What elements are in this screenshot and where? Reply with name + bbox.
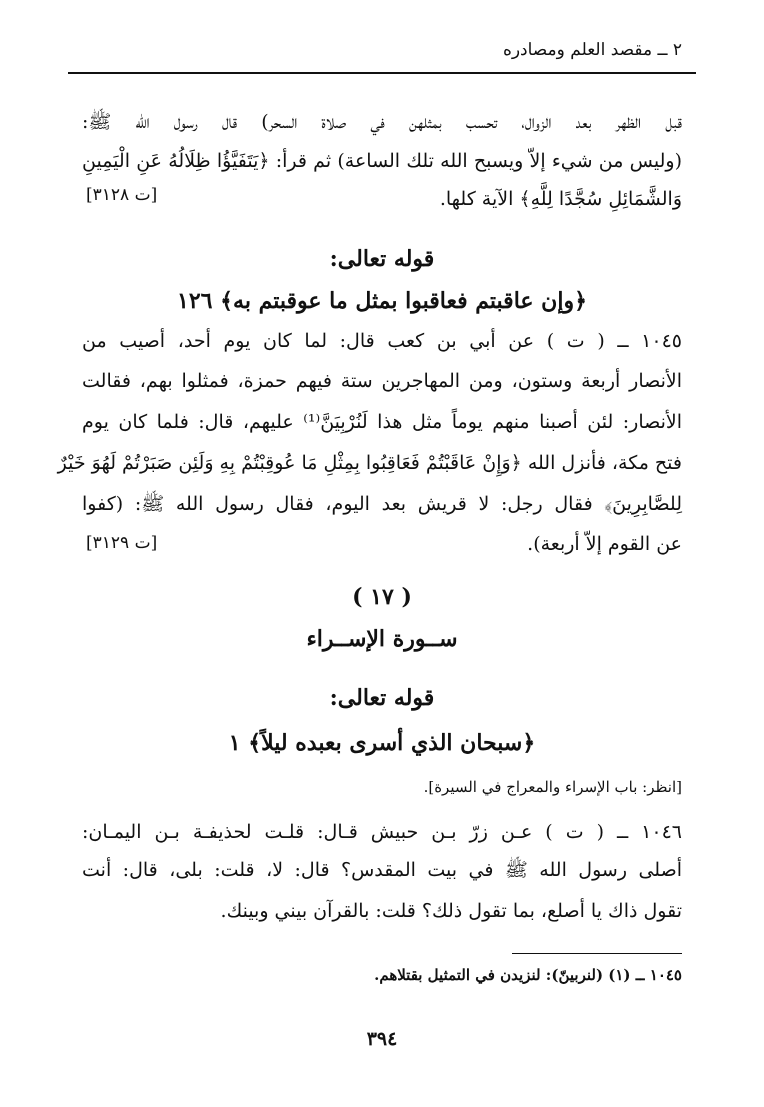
verse-heading: ﴿سبحان الذي أسرى بعبده ليلاً﴾ ١	[228, 730, 536, 756]
paragraph-line: الأنصار: لئن أصبنا منهم يوماً مثل هذا لَنُرْبِيَنَّ⁽¹⁾ عليهم، قال: فلما كان يوم	[82, 411, 682, 433]
paragraph-line: أصلى رسول الله ﷺ في بيت المقدس؟ قال: لا، قلت: بلى، قال: أنت	[82, 859, 682, 881]
paragraph-line: قبل الظهر بعد الزوال، تحسب بمثلهن في صلاة السحر) قال رسول الله ﷺ:	[82, 111, 682, 133]
section-heading: قوله تعالى:	[329, 246, 435, 272]
section-heading: قوله تعالى:	[329, 685, 435, 711]
page-number: ٣٩٤	[366, 1028, 398, 1050]
paragraph-line: فتح مكة، فأنزل الله ﴿وَإِنْ عَاقَبْتُمْ فَعَاقِبُوا بِمِثْلِ مَا عُوقِبْتُمْ بِهِ وَلَئِن صَبَرْتُمْ لَهُوَ خَيْرٌ	[57, 452, 682, 474]
surah-title: ســورة الإســراء	[306, 626, 458, 652]
paragraph-line: ١٠٤٥ ــ ( ت ) عن أبي بن كعب قال: لما كان يوم أحد، أصيب من	[82, 330, 682, 352]
paragraph-line: تقول ذاك يا أصلع، بما تقول ذلك؟ قلت: بالقرآن بيني وبينك.	[220, 900, 682, 922]
hadith-reference: [ت ٣١٢٩]	[86, 533, 158, 553]
paragraph-line: (وليس من شيء إلاّ ويسبح الله تلك الساعة) ثم قرأ: ﴿يَتَفَيَّؤُا ظِلَالُهُ عَنِ الْيَمِينِ	[82, 150, 682, 172]
hadith-reference: [ت ٣١٢٨]	[86, 185, 158, 205]
paragraph-line: ١٠٤٦ ــ ( ت ) عـن زرّ بـن حبيش قـال: قلـت لحذيفـة بـن اليمـان:	[82, 821, 682, 843]
header-rule	[68, 72, 696, 74]
cross-reference-note: [انظر: باب الإسراء والمعراج في السيرة].	[423, 778, 682, 796]
paragraph-line: لِلصَّابِرِينَ﴾ فقال رجل: لا قريش بعد اليوم، فقال رسول الله ﷺ: (كفوا	[82, 493, 682, 515]
surah-number: ( ١٧ )	[352, 584, 412, 610]
paragraph-line: وَالشَّمَائِلِ سُجَّدًا لِلَّهِ﴾ الآية كلها.	[439, 188, 682, 210]
verse-heading: ﴿وإن عاقبتم فعاقبوا بمثل ما عوقبتم به﴾ ١٢٦	[177, 288, 587, 314]
paragraph-line: الأنصار أربعة وستون، ومن المهاجرين ستة فيهم حمزة، فمثلوا بهم، فقالت	[82, 370, 682, 392]
running-header: ٢ ــ مقصد العلم ومصادره	[502, 40, 682, 60]
footnote: ١٠٤٥ ــ (١) (لنربينّ): لنزيدن في التمثيل بقتلاهم.	[374, 966, 682, 984]
paragraph-line: عن القوم إلاّ أربعة).	[527, 533, 682, 555]
footnote-rule	[512, 953, 682, 954]
